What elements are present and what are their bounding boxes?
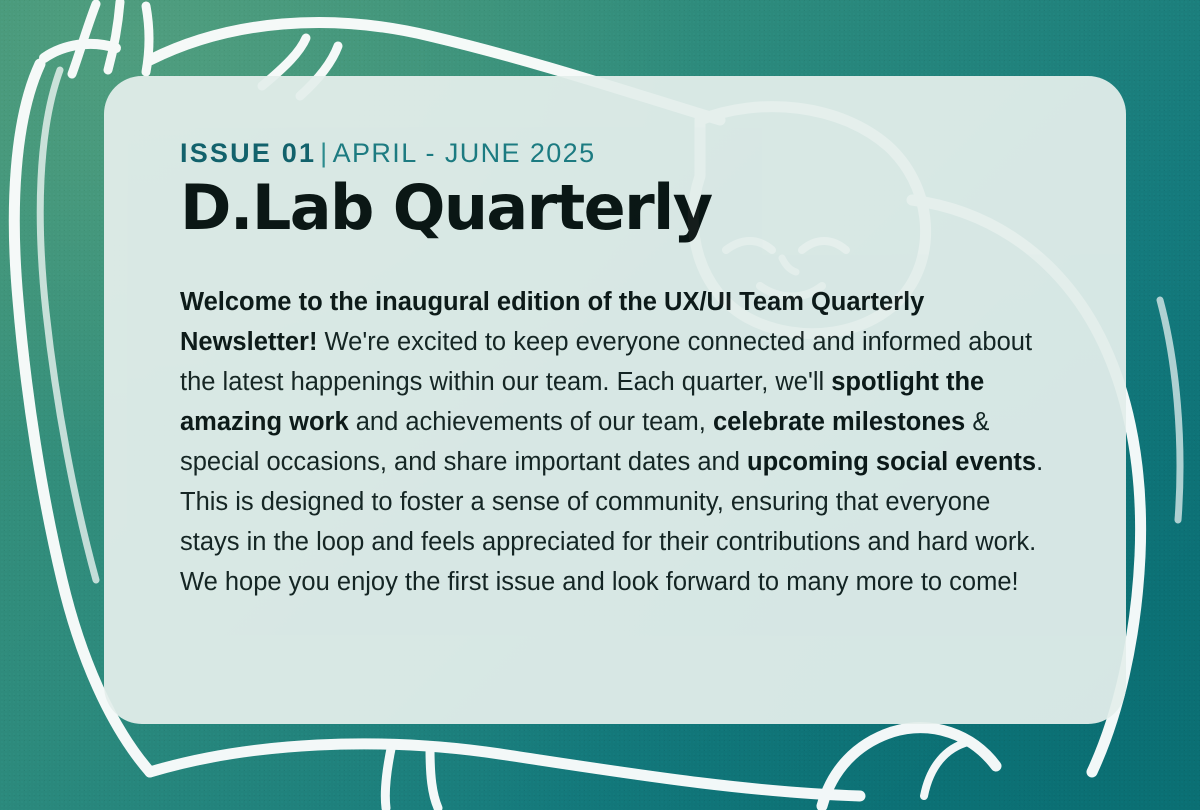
- intro-paragraph: [180, 282, 1052, 602]
- intro-bold-2: celebrate milestones: [712, 407, 966, 436]
- intro-part-3: & special occasions, and share important dates and: [180, 407, 990, 476]
- content-card: [104, 76, 1126, 724]
- kicker-separator: |: [320, 138, 329, 168]
- intro-part-2: and achievements of our team,: [348, 407, 713, 436]
- intro-part-4: . This is designed to foster a sense of community, ensuring that everyone stays in the loop and feels appreciated for their contributions and hard work. We hope you enjoy the first issue and look forward to many more to come!: [180, 447, 1044, 596]
- intro-bold-3: upcoming social events: [747, 447, 1037, 476]
- intro-part-1: We're excited to keep everyone connected and informed about the latest happenings within our team. Each quarter, we'll: [180, 327, 1033, 396]
- intro-lead-bold: Welcome to the inaugural edition of the UX/UI Team Quarterly Newsletter!: [180, 287, 925, 356]
- issue-kicker: [180, 138, 1052, 169]
- intro-bold-1: spotlight the amazing work: [180, 367, 985, 436]
- issue-period: APRIL - JUNE 2025: [332, 138, 596, 168]
- page-title: D.Lab Quarterly: [180, 171, 712, 244]
- issue-number: ISSUE 01: [180, 138, 317, 168]
